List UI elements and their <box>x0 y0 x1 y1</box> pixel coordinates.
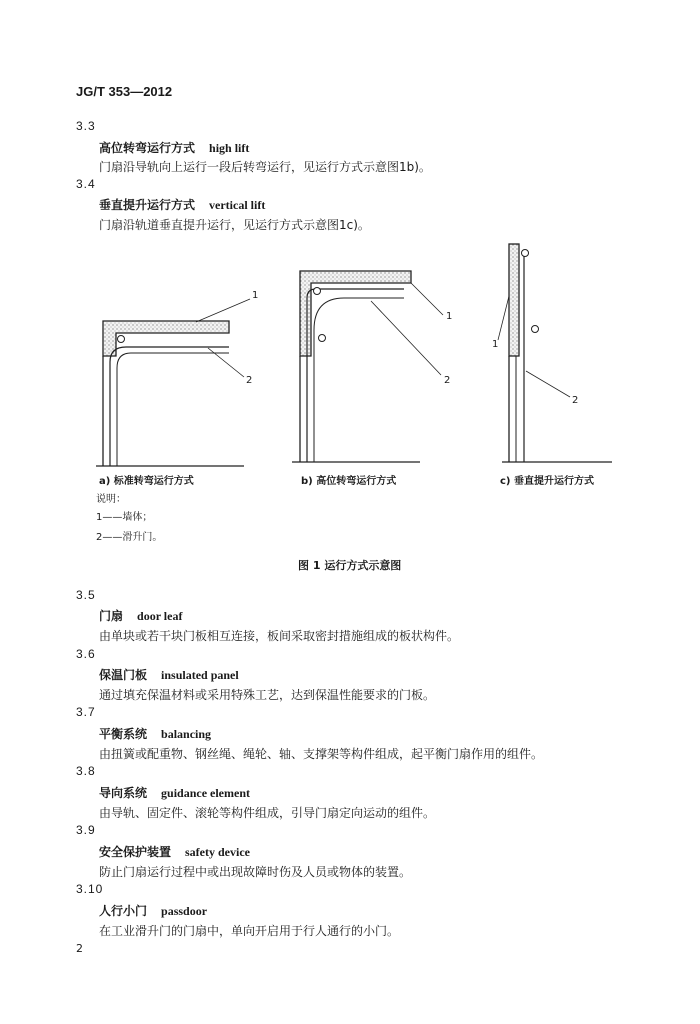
term-definition: 在工业滑升门的门扇中，单向开启用于行人通行的小门。 <box>99 924 400 938</box>
figure-caption-b: b) 高位转弯运行方式 <box>301 476 397 487</box>
legend-item: 1——墙体； <box>96 512 153 523</box>
term-chinese: 安全保护装置 <box>99 845 172 859</box>
leader-line-1 <box>411 283 443 315</box>
roller <box>319 335 326 342</box>
track-inner <box>314 298 404 462</box>
term-definition: 门扇沿导轨向上运行一段后转弯运行，见运行方式示意图1b)。 <box>99 160 431 174</box>
term-english: safety device <box>185 845 250 859</box>
term-english: door leaf <box>137 609 183 623</box>
track-curve <box>110 347 229 466</box>
track-inner <box>117 353 229 466</box>
term-chinese: 人行小门 <box>99 904 148 918</box>
section-number: 3.9 <box>76 823 96 837</box>
callout-label: 1 <box>446 311 453 322</box>
track-curve <box>307 289 404 462</box>
document-header: JG/T 353—2012 <box>76 84 173 99</box>
term-heading <box>99 666 239 683</box>
term-heading <box>99 725 211 742</box>
term-heading <box>99 902 207 919</box>
term-heading <box>99 843 250 860</box>
callout-label: 1 <box>492 339 499 350</box>
term-definition: 门扇沿轨道垂直提升运行，见运行方式示意图1c)。 <box>99 218 370 232</box>
legend-item: 2——滑升门。 <box>96 532 163 543</box>
figure-caption-c: c) 垂直提升运行方式 <box>500 476 594 487</box>
term-chinese: 导向系统 <box>99 786 148 800</box>
section-number: 3.5 <box>76 588 96 602</box>
term-chinese: 门扇 <box>99 609 124 623</box>
term-english: vertical lift <box>209 198 266 212</box>
term-definition: 由扭簧或配重物、钢丝绳、绳轮、轴、支撑架等构件组成，起平衡门扇作用的组件。 <box>99 747 544 761</box>
section-number: 3.4 <box>76 177 96 191</box>
roller <box>314 288 321 295</box>
figure-caption-a: a) 标准转弯运行方式 <box>99 476 194 487</box>
term-english: guidance element <box>161 786 251 800</box>
term-definition: 由单块或若干块门板相互连接，板间采取密封措施组成的板状构件。 <box>99 629 460 643</box>
section-number: 3.8 <box>76 764 96 778</box>
section-number: 3.10 <box>76 882 104 896</box>
figure-title: 图 1 运行方式示意图 <box>298 559 402 572</box>
legend-title: 说明： <box>96 494 126 505</box>
leader-line-2 <box>371 301 441 375</box>
leader-line-1 <box>196 299 250 322</box>
term-definition: 防止门扇运行过程中或出现故障时伤及人员或物体的装置。 <box>99 865 412 879</box>
term-definition: 通过填充保温材料或采用特殊工艺，达到保温性能要求的门板。 <box>99 688 436 702</box>
term-chinese: 垂直提升运行方式 <box>99 198 196 212</box>
leader-line-2 <box>208 348 244 377</box>
roller <box>522 250 529 257</box>
roller <box>532 326 539 333</box>
page-number: 2 <box>76 942 83 955</box>
term-english: high lift <box>209 141 250 155</box>
term-english: balancing <box>161 727 212 741</box>
term-heading <box>99 784 250 801</box>
leader-line-1 <box>498 296 509 340</box>
term-english: passdoor <box>161 904 208 918</box>
callout-label: 2 <box>246 375 253 386</box>
diagram-high-lift <box>292 271 443 462</box>
callout-label: 2 <box>572 395 579 406</box>
roller <box>118 336 125 343</box>
diagram-standard-lift <box>96 299 253 466</box>
term-chinese: 平衡系统 <box>99 727 148 741</box>
callout-label: 1 <box>252 290 259 301</box>
term-definition: 由导轨、固定件、滚轮等构件组成，引导门扇定向运动的组件。 <box>99 806 436 820</box>
term-english: insulated panel <box>161 668 239 682</box>
leader-line-2 <box>526 371 570 397</box>
term-chinese: 高位转弯运行方式 <box>99 141 196 155</box>
term-chinese: 保温门板 <box>99 668 148 682</box>
section-number: 3.3 <box>76 119 96 133</box>
section-number: 3.7 <box>76 705 96 719</box>
wall-hatched <box>509 244 519 356</box>
diagram-vertical-lift <box>498 244 612 462</box>
callout-label: 2 <box>444 375 451 386</box>
section-number: 3.6 <box>76 647 96 661</box>
term-heading <box>99 607 182 624</box>
